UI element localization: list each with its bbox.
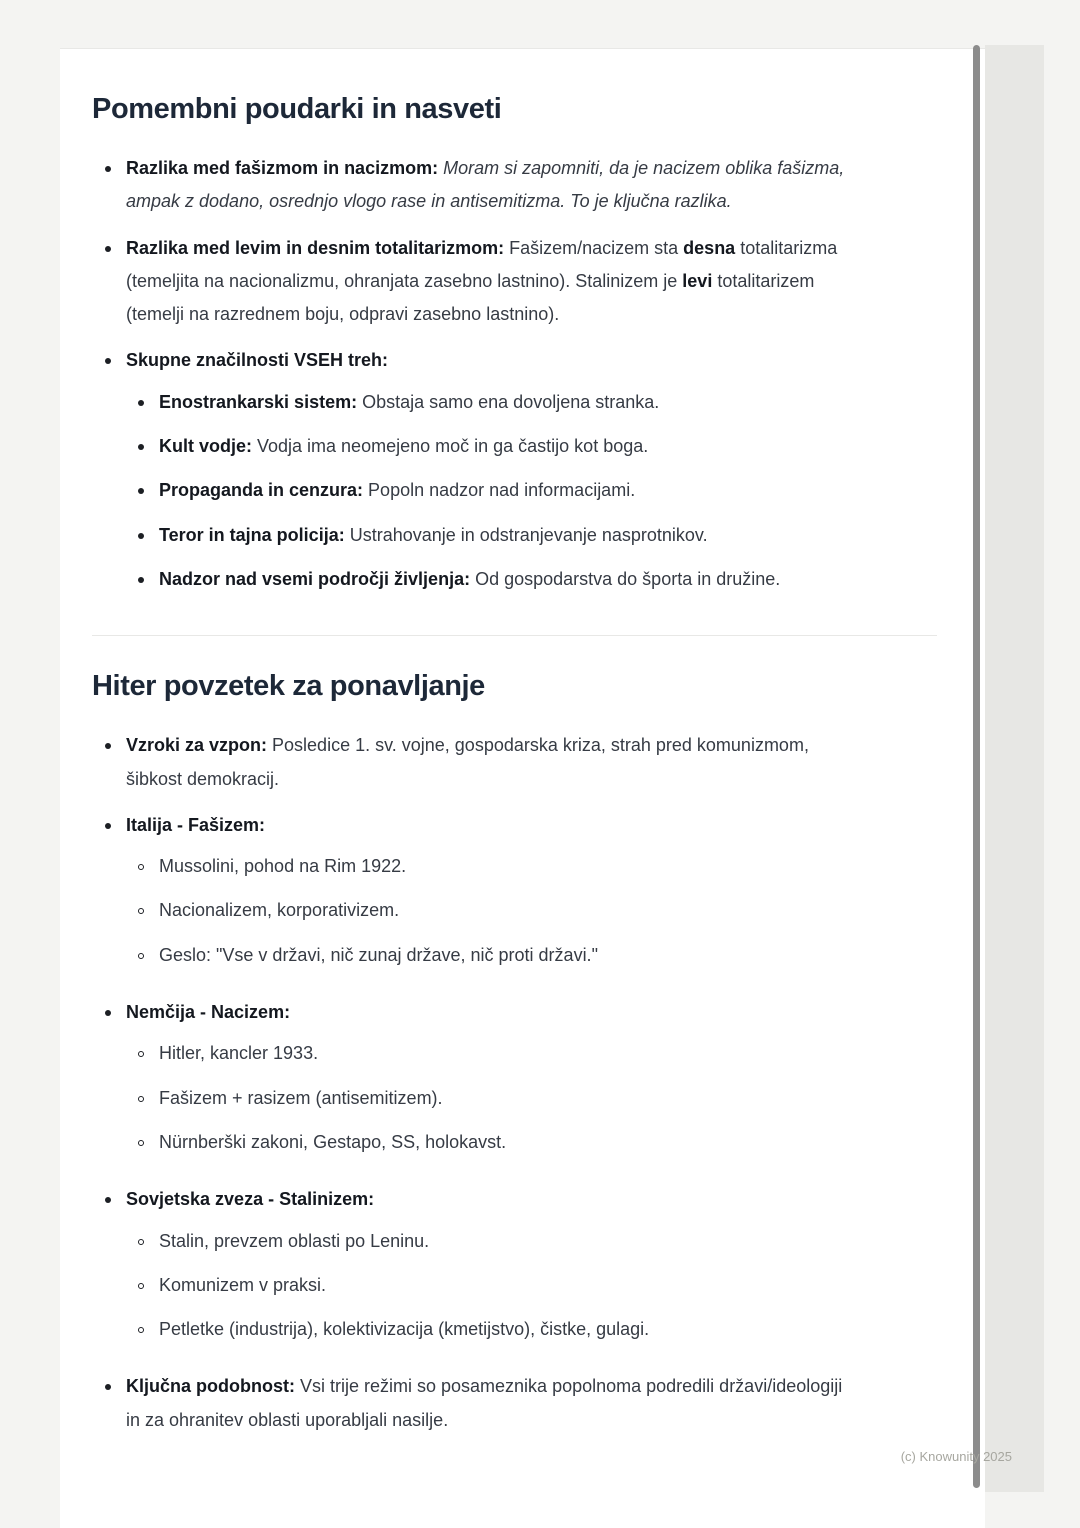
list-item: [138, 1269, 850, 1302]
nested-bullet-list: [138, 850, 850, 972]
circle-bullet-icon: [138, 894, 159, 927]
disc-bullet-icon: [138, 519, 159, 552]
list-item: [138, 850, 850, 883]
list-item: [138, 939, 850, 972]
disc-bullet-icon: [105, 1370, 126, 1437]
section-divider: [92, 635, 937, 636]
nested-bullet-list: [138, 386, 850, 596]
scrollbar-track: [985, 45, 1044, 1492]
list-item-text: Ključna podobnost: Vsi trije režimi so posameznika popolnoma podredili državi/ideologiji in za ohranitev oblasti uporabljali nasilje.: [126, 1376, 843, 1430]
watermark: (c) Knowunity 2025: [900, 1449, 1012, 1464]
section-title: Hiter povzetek za ponavljanje: [92, 670, 485, 703]
circle-bullet-icon: [138, 850, 159, 883]
list-item-text: Razlika med levim in desnim totalitarizmom: Fašizem/nacizem sta desna totalitarizma (temeljita na nacionalizmu, ohranjata zasebno lastnino). Stalinizem je levi totalitarizem (temelji na razrednem boju, odpravi zasebno lastnino).: [126, 237, 838, 325]
list-item-text: Hitler, kancler 1933.: [159, 1043, 319, 1064]
list-item: [105, 344, 850, 607]
circle-bullet-icon: [138, 1126, 159, 1159]
list-item: [138, 386, 850, 419]
list-item: [138, 1225, 850, 1258]
document-card: [60, 48, 985, 1528]
nested-bullet-list: [138, 1037, 850, 1159]
list-item-text: Skupne značilnosti VSEH treh:: [126, 350, 389, 371]
circle-bullet-icon: [138, 1082, 159, 1115]
list-item-text: Nürnberški zakoni, Gestapo, SS, holokavst.: [159, 1131, 507, 1152]
scrollbar-thumb[interactable]: [973, 45, 980, 1488]
circle-bullet-icon: [138, 1269, 159, 1302]
list-item-text: Fašizem + rasizem (antisemitizem).: [159, 1087, 443, 1108]
list-item-text: Teror in tajna policija: Ustrahovanje in odstranjevanje nasprotnikov.: [159, 524, 708, 545]
list-item-text: Nadzor nad vsemi področji življenja: Od gospodarstva do športa in družine.: [159, 568, 781, 589]
list-item-text: Vzroki za vzpon: Posledice 1. sv. vojne, gospodarska kriza, strah pred komunizmom, šibkost demokracij.: [126, 735, 809, 789]
list-item-text: Komunizem v praksi.: [159, 1274, 327, 1295]
circle-bullet-icon: [138, 1225, 159, 1258]
disc-bullet-icon: [105, 344, 126, 607]
disc-bullet-icon: [105, 809, 126, 983]
disc-bullet-icon: [105, 1183, 126, 1357]
nested-bullet-list: [138, 1225, 850, 1347]
list-item-text: Razlika med fašizmom in nacizmom: Moram si zapomniti, da je nacizem oblika fašizma, ampak z dodano, osrednjo vlogo rase in antisemitizma. To je ključna razlika.: [126, 158, 845, 212]
list-item-text: Stalin, prevzem oblasti po Leninu.: [159, 1230, 430, 1251]
list-item: [105, 729, 850, 796]
list-item-text: Propaganda in cenzura: Popoln nadzor nad informacijami.: [159, 480, 636, 501]
list-item-text: Nacionalizem, korporativizem.: [159, 900, 400, 921]
bullet-list: [105, 729, 850, 1437]
disc-bullet-icon: [105, 152, 126, 219]
list-item-text: Sovjetska zveza - Stalinizem:: [126, 1189, 375, 1210]
disc-bullet-icon: [105, 996, 126, 1170]
list-item: [138, 474, 850, 507]
list-item: [138, 1082, 850, 1115]
list-item: [138, 1313, 850, 1346]
disc-bullet-icon: [138, 386, 159, 419]
list-item: [138, 1126, 850, 1159]
disc-bullet-icon: [105, 232, 126, 332]
list-item: [138, 1037, 850, 1070]
list-item-text: Nemčija - Nacizem:: [126, 1002, 291, 1023]
circle-bullet-icon: [138, 939, 159, 972]
disc-bullet-icon: [138, 563, 159, 596]
disc-bullet-icon: [138, 474, 159, 507]
bullet-list: [105, 152, 850, 607]
list-item: [105, 809, 850, 983]
list-item: [138, 430, 850, 463]
list-item: [105, 152, 850, 219]
list-item-text: Mussolini, pohod na Rim 1922.: [159, 856, 407, 877]
list-item: [105, 1370, 850, 1437]
list-item: [138, 894, 850, 927]
list-item-text: Kult vodje: Vodja ima neomejeno moč in ga častijo kot boga.: [159, 436, 649, 457]
list-item: [105, 996, 850, 1170]
list-item-text: Geslo: "Vse v državi, nič zunaj države, nič proti državi.": [159, 944, 598, 965]
section-title: Pomembni poudarki in nasveti: [92, 93, 502, 125]
list-item-text: Italija - Fašizem:: [126, 814, 266, 835]
circle-bullet-icon: [138, 1037, 159, 1070]
list-item: [138, 563, 850, 596]
list-item: [105, 232, 850, 332]
list-item: [105, 1183, 850, 1357]
list-item-text: Petletke (industrija), kolektivizacija (kmetijstvo), čistke, gulagi.: [159, 1319, 650, 1340]
circle-bullet-icon: [138, 1313, 159, 1346]
disc-bullet-icon: [138, 430, 159, 463]
disc-bullet-icon: [105, 729, 126, 796]
list-item: [138, 519, 850, 552]
list-item-text: Enostrankarski sistem: Obstaja samo ena dovoljena stranka.: [159, 391, 660, 412]
